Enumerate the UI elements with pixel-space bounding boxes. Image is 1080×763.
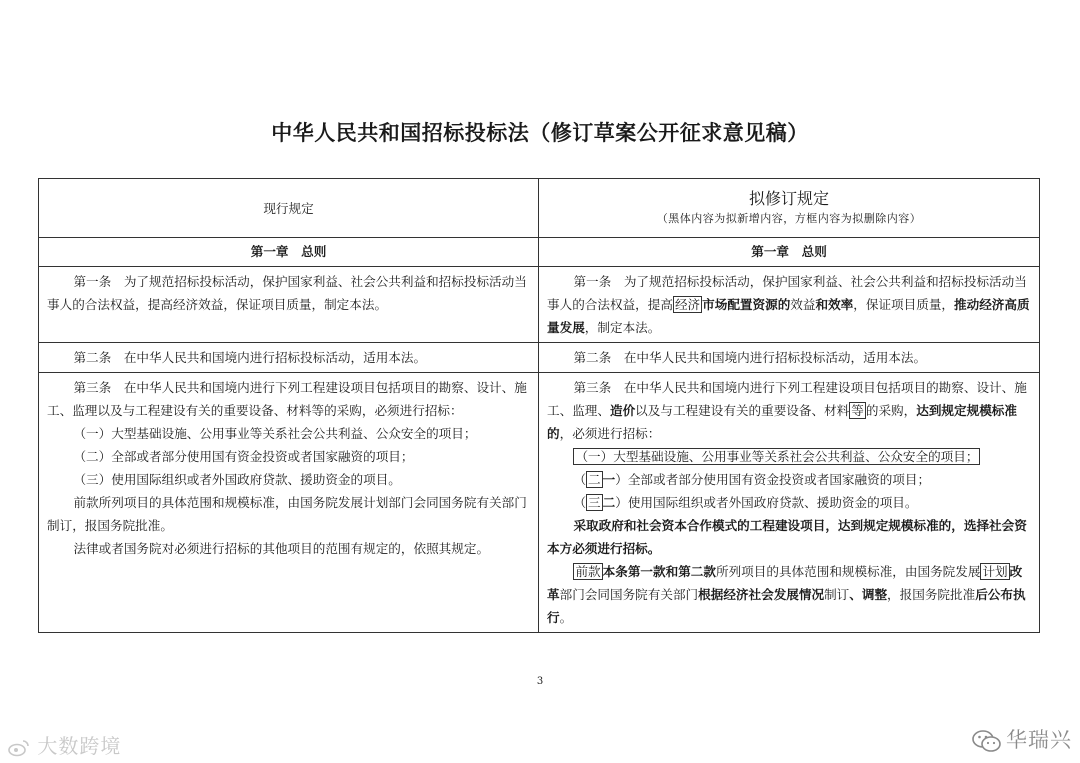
added-text: 达到规定规模标准的 — [547, 403, 1017, 441]
added-text: 二 — [602, 495, 616, 510]
added-text: 造价 — [609, 403, 636, 418]
added-text: 、调整 — [849, 587, 888, 602]
document-title: 中华人民共和国招标投标法（修订草案公开征求意见稿） — [271, 121, 809, 145]
comparison-table — [38, 178, 1040, 633]
article3-current: 第三条 在中华人民共和国境内进行下列工程建设项目包括项目的勘察、设计、施工、监理以及与工程建设有关的重要设备、材料等的采购，必须进行招标： （一）大型基础设施、公用事业等关系社会公共利益、公众安全的项目； （二）全部或者部分使用国有资金投资或者国家融资的项目； （三）使用国际组织或者外国政府贷款、援助资金的项目。 前款所列项目的具体范围和规模标准，由国务院发展计划部门会同国务院有关部门制订，报国务院批准。 法律或者国务院对必须进行招标的其他项目的范围有规定的，依照其规定。 — [39, 373, 539, 633]
article2-revised: 第二条 在中华人民共和国境内进行招标投标活动，适用本法。 — [539, 343, 1040, 373]
deleted-text: 经济 — [674, 297, 701, 312]
added-text: 推动经济高质量发展 — [547, 297, 1030, 335]
watermark-left: 大数跨境 — [8, 730, 121, 759]
added-text: 市场配置资源的 — [702, 297, 791, 312]
chapter-left: 第一章 总则 — [39, 238, 539, 267]
weibo-icon — [8, 739, 30, 757]
article1-revised: 第一条 为了规范招标投标活动，保护国家利益、社会公共利益和招标投标活动当事人的合法权益，提高 经济 市场配置资源的效益和效率，保证项目质量，推动经济高质量发展，制定本法。 — [539, 267, 1040, 343]
added-text: 根据经济社会发展情况 — [698, 587, 825, 602]
header-revised-note: （黑体内容为拟新增内容，方框内容为拟删除内容） — [656, 212, 922, 225]
deleted-text: 二 — [588, 472, 601, 487]
deleted-text: 前款 — [575, 564, 601, 579]
chapter-right: 第一章 总则 — [539, 238, 1040, 267]
article3-revised: 第三条 在中华人民共和国境内进行下列工程建设项目包括项目的勘察、设计、施工、监理、造价以及与工程建设有关的重要设备、材料 等 的采购，达到规定规模标准的，必须进行招标： （一）大型基础设施、公用事业等关系社会公共利益、公众安全的项目； （ 二 一）全部或者部分使用国有资金投资或者国家融资的项目； （ 三 二）使用国际组织或者外国政府贷款、援助资金的项目。 采取政府和社会资本合作模式的工程建设项目，达到规定规模标准的，选择社会资本方必须进行招标。 前款 本条第一款和第二款所列项目的具体范围和规模标准，由国务院发展 计划 改革部门会同国务院有关部门根据经济社会发展情况制订、调整，报国务院批准后公布执行。 — [539, 373, 1040, 633]
page-number: 3 — [536, 676, 544, 687]
header-current-rules: 现行规定 — [39, 179, 539, 238]
deleted-text: （一）大型基础设施、公用事业等关系社会公共利益、公众安全的项目； — [575, 449, 979, 464]
table-row-article2 — [39, 343, 1040, 373]
article1-current: 第一条 为了规范招标投标活动，保护国家利益、社会公共利益和招标投标活动当事人的合法权益，提高经济效益，保证项目质量，制定本法。 — [39, 267, 539, 343]
chapter-row — [39, 238, 1040, 267]
wechat-icon — [972, 729, 1002, 753]
added-paragraph: 采取政府和社会资本合作模式的工程建设项目，达到规定规模标准的，选择社会资本方必须进行招标。 — [547, 518, 1027, 556]
header-revised-title: 拟修订规定 — [748, 189, 829, 208]
article2-current: 第二条 在中华人民共和国境内进行招标投标活动，适用本法。 — [39, 343, 539, 373]
deleted-text: 计划 — [982, 564, 1008, 579]
added-text: 和效率 — [815, 297, 854, 312]
added-text: 一 — [602, 472, 616, 487]
added-text: 后公布执行 — [547, 587, 1026, 625]
deleted-text: 三 — [588, 495, 601, 510]
added-text: 本条第一款和第二款 — [602, 564, 716, 579]
table-row-article3 — [39, 373, 1040, 633]
table-row-article1 — [39, 267, 1040, 343]
header-revised-rules — [539, 179, 1040, 238]
deleted-text: 等 — [851, 403, 864, 418]
table-header-row — [39, 179, 1040, 238]
watermark-right: 华瑞兴 — [972, 724, 1072, 754]
added-text: 改革 — [547, 564, 1023, 602]
